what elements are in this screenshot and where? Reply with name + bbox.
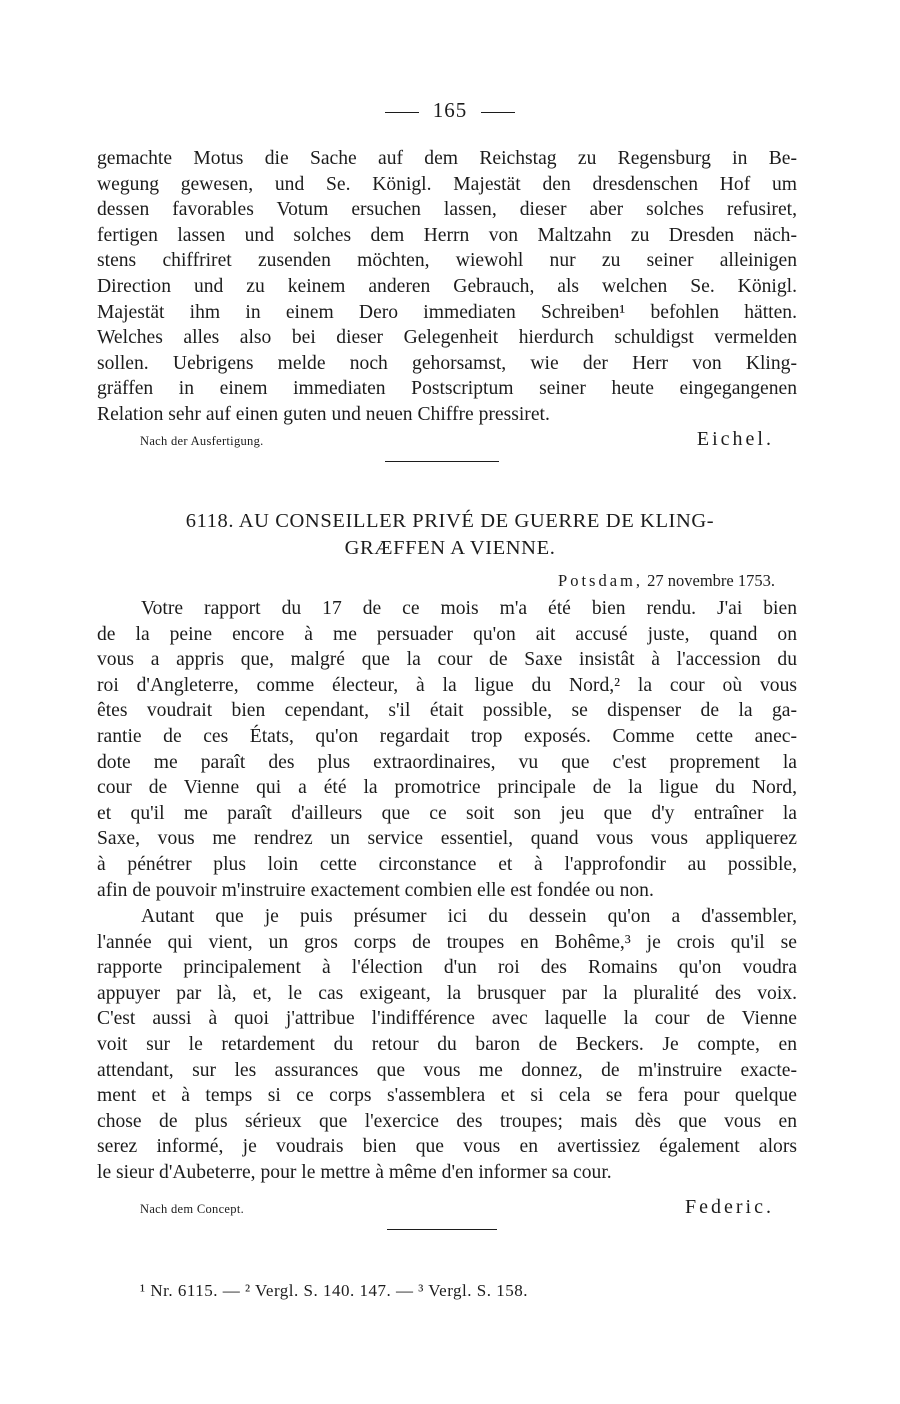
heading-line: 6118. AU CONSEILLER PRIVÉ DE GUERRE DE KLING- <box>185 510 715 532</box>
text-line: dessen favorables Votum ersuchen lassen, dieser aber solches refusiret, <box>97 199 797 221</box>
text-line: voit sur le retardement du retour du baron de Beckers. Je compte, en <box>97 1033 797 1055</box>
text-line: le sieur d'Aubeterre, pour le mettre à même d'en informer sa cour. <box>97 1161 612 1183</box>
text-line: Welches alles also bei dieser Gelegenheit hierdurch schuldigst vermelden <box>97 327 797 349</box>
dateline <box>97 571 775 591</box>
section-divider <box>385 461 499 462</box>
text-line: gräffen in einem immediaten Postscriptum seiner heute eingegangenen <box>97 378 797 400</box>
text-line: sollen. Uebrigens melde noch gehorsamst, wie der Herr von Kling- <box>97 352 797 374</box>
text-line: rantie de ces États, qu'on regardait trop exposés. Comme cette anec- <box>97 725 797 747</box>
text-line: roi d'Angleterre, comme électeur, à la ligue du Nord,² la cour où vous <box>97 674 797 696</box>
text-line: Autant que je puis présumer ici du dessein qu'on a d'assembler, <box>141 906 797 927</box>
letter2-paragraph-2 <box>97 904 797 1186</box>
text-line: l'année qui vient, un gros corps de troupes en Bohême,³ je crois qu'il se <box>97 931 797 953</box>
letter-heading <box>0 508 900 562</box>
text-line: cour de Vienne qui a été la promotrice principale de la ligue du Nord, <box>97 777 797 799</box>
signature: Federic. <box>685 1196 774 1218</box>
text-line: ment et à temps si ce corps s'assemblera et si cela se fera pour quelque <box>97 1085 797 1107</box>
text-line: Saxe, vous me rendrez un service essentiel, quand vous vous appliquerez <box>97 828 797 850</box>
text-line: fertigen lassen und solches dem Herrn von Maltzahn zu Dresden näch- <box>97 224 797 246</box>
page-number-dash-right <box>481 112 515 113</box>
text-line: gemachte Motus die Sache auf dem Reichstag zu Regensburg in Be- <box>97 148 797 169</box>
source-note: Nach der Ausfertigung. <box>140 434 264 448</box>
date-place: Potsdam, <box>558 571 644 590</box>
heading-line: GRÆFFEN A VIENNE. <box>344 537 556 559</box>
text-line: Majestät ihm in einem Dero immediaten Schreiben¹ befohlen hätten. <box>97 301 797 323</box>
text-line: serez informé, je voudrais bien que vous en avertissiez également alors <box>97 1136 797 1158</box>
text-line: êtes voudrait bien cependant, s'il était possible, se dispenser de la ga- <box>97 700 797 722</box>
text-line: attendant, sur les assurances que vous me donnez, de m'instruire exacte- <box>97 1059 797 1081</box>
signature: Eichel. <box>696 428 774 450</box>
page-number <box>0 98 900 123</box>
page-number-dash-left <box>385 112 419 113</box>
letter1-text <box>97 146 797 428</box>
letter2-footer <box>140 1196 774 1219</box>
text-line: Votre rapport du 17 de ce mois m'a été bien rendu. J'ai bien <box>141 598 797 619</box>
source-note: Nach dem Concept. <box>140 1202 245 1216</box>
footnotes: ¹ Nr. 6115. — ² Vergl. S. 140. 147. — ³ Vergl. S. 158. <box>140 1281 528 1300</box>
text-line: wegung gewesen, und Se. Königl. Majestät den dresdenschen Hof um <box>97 173 797 195</box>
text-line: Direction und zu keinem anderen Gebrauch, als welchen Se. Königl. <box>97 275 797 297</box>
text-line: de la peine encore à me persuader qu'on ait accusé juste, quand on <box>97 623 797 645</box>
text-line: et qu'il me paraît d'ailleurs que ce soit son jeu que d'y entraîner la <box>97 802 797 824</box>
date-value: 27 novembre 1753. <box>647 571 775 590</box>
text-line: chose de plus sérieux que l'exercice des troupes; mais dès que vous en <box>97 1110 797 1132</box>
text-line: C'est aussi à quoi j'attribue l'indifférence avec laquelle la cour de Vienne <box>97 1008 797 1030</box>
page-number-value: 165 <box>432 98 468 122</box>
footnote-divider <box>387 1229 497 1230</box>
text-line: vous a appris que, malgré que la cour de Saxe insistât à l'accession du <box>97 649 797 671</box>
text-line: rapporte principalement à l'élection d'un roi des Romains qu'on voudra <box>97 957 797 979</box>
letter1-footer <box>140 428 774 451</box>
text-line: appuyer par là, et, le cas exigeant, la brusquer par la pluralité des voix. <box>97 982 797 1004</box>
letter2-paragraph-1 <box>97 596 797 903</box>
text-line: à pénétrer plus loin cette circonstance et à l'approfondir au possible, <box>97 853 797 875</box>
text-line: dote me paraît des plus extraordinaires, vu que c'est proprement la <box>97 751 797 773</box>
text-line: afin de pouvoir m'instruire exactement combien elle est fondée ou non. <box>97 879 654 901</box>
text-line: stens chiffriret zusenden möchten, wiewohl nur zu seiner alleinigen <box>97 250 797 272</box>
text-line: Relation sehr auf einen guten und neuen Chiffre pressiret. <box>97 403 550 425</box>
